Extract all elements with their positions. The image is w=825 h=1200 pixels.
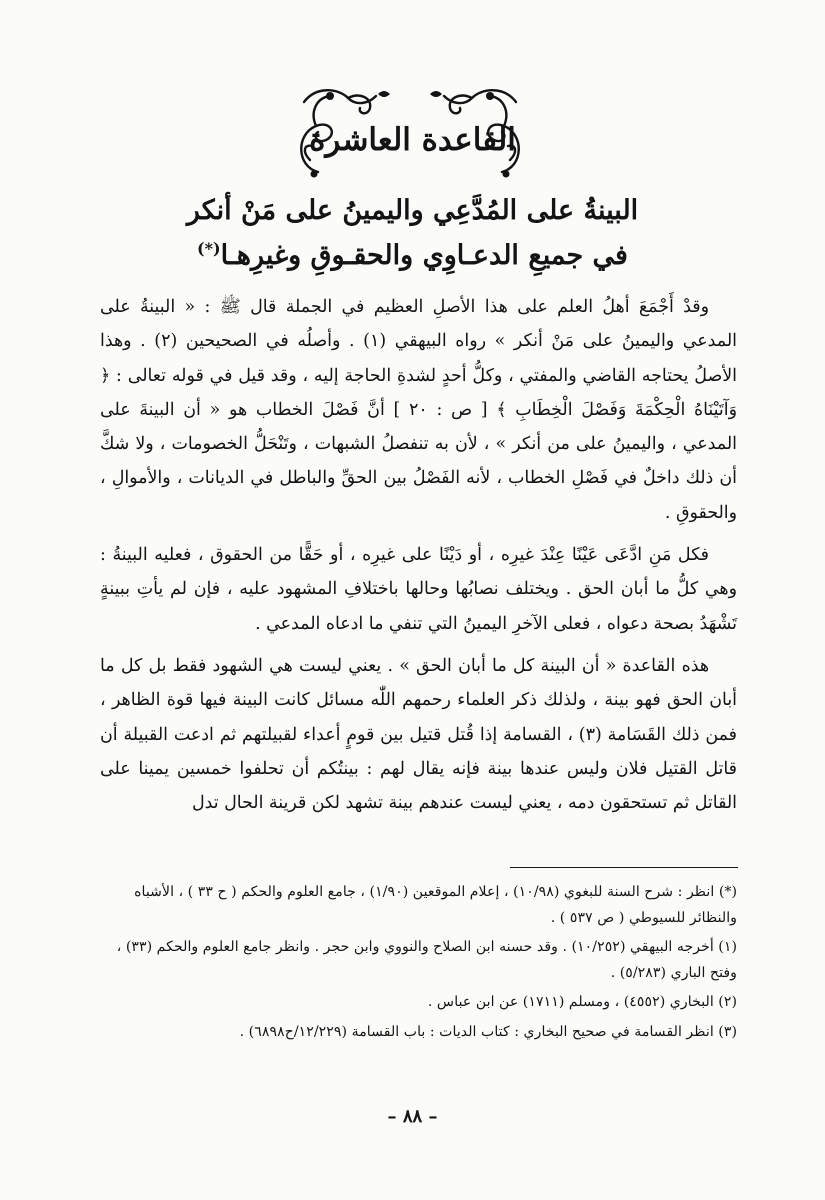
paragraph: فكل مَنِ ادَّعَى عَيْنًا عِنْدَ غيرِه ، أو دَيْنًا على غيرِه ، أو حَقًّا من الحقوق ، فعليه البينةُ : وهي كلُّ ما أبان الحق . ويختلف نصابُها وحالها باختلافِ المشهود عليه ، فإن لم يأتِ ببينةٍ تَشْهَدُ بصحة دعواه ، فعلى الآخرِ اليمينُ التي تنفي ما ادعاه المدعي . [100, 545, 737, 634]
subtitle-line-2 [80, 230, 745, 275]
subtitle-line-2-text: في جميعِ الدعـاوِي والحقـوقِ وغيرِهـا [220, 240, 628, 271]
footnote-divider [510, 867, 738, 868]
footnote: (٣) انظر القسامة في صحيح البخاري : كتاب الديات : باب القسامة (١٢/٢٢٩/ح٦٨٩٨) . [239, 1023, 737, 1040]
footnote: (١) أخرجه البيهقي (١٠/٢٥٢) . وقد حسنه ابن الصلاح والنووي وابن حجر . وانظر جامع العلوم والحكم (٣٣) ، وفتح الباري (٥/٢٨٣) . [116, 939, 737, 981]
footnote-marker: (*) [197, 239, 221, 258]
paragraph: وقدْ أَجْمَعَ أهلُ العلم على هذا الأصلِ العظيم في الجملة قال ﷺ : « البينةُ على المدعي واليمينُ على مَنْ أنكر » رواه البيهقي (١) . وأصلُه في الصحيحين (٢) . وهذا الأصلُ يحتاجه القاضي والمفتي ، وكلُّ أحدٍ لشدةِ الحاجة إليه ، وقد قيل في قوله تعالى : ﴿ وَآتَيْنَاهُ الْحِكْمَةَ وَفَصْلَ الْخِطَابِ ﴾ [ ص : ٢٠ ] أنَّ فَصْلَ الخطاب هو « أن البينةَ على المدعي ، واليمينُ على من أنكر » ، لأن به تنفصلُ الشبهات ، وتَنْحَلُّ الخصومات ، ولا شكَّ أن ذلك داخلٌ في فَصْلِ الخطاب ، لأنه الفَصْلُ بين الحقِّ والباطل في الديانات ، والأموالِ ، والحقوقِ . [100, 297, 737, 523]
footnote: (*) انظر : شرح السنة للبغوي (١٠/٩٨) ، إعلام الموقعين (١/٩٠) ، جامع العلوم والحكم ( ح ٣٣ ) ، الأشباه والنظائر للسيوطي ( ص ٥٣٧ ) . [134, 884, 737, 926]
chapter-title: القاعدة العاشرة [309, 122, 516, 158]
paragraph: هذه القاعدة « أن البينة كل ما أبان الحق » . يعني ليست هي الشهود فقط بل كل ما أبان الحق فهو بينة ، ولذلك ذكر العلماء رحمهم اللّٰه مسائل كانت البينة فيها قوة الظاهر ، فمن ذلك القَسَامة (٣) ، القسامة إذا قُتل قتيل بين قومٍ أعداء لقبيلتهم ثم ادعت القبيلة أن قاتل القتيل فلان وليس عندها بينة فإنه يقال لهم : بينتُكم أن تحلفوا خمسين يمينا على القاتل ثم تستحقون دمه ، يعني ليست عندهم بينة تشهد لكن قرينة الحال تدل [100, 655, 737, 814]
footnote: (٢) البخاري (٤٥٥٢) ، ومسلم (١٧١١) عن ابن عباس . [427, 994, 737, 1011]
page-number: – ٨٨ – [387, 1106, 438, 1127]
body-text [100, 290, 737, 820]
subtitle-line-1: البينةُ على المُدَّعِي واليمينُ على مَنْ أنكر [186, 195, 639, 226]
footnotes [100, 880, 737, 1050]
chapter-subtitle [80, 192, 745, 275]
